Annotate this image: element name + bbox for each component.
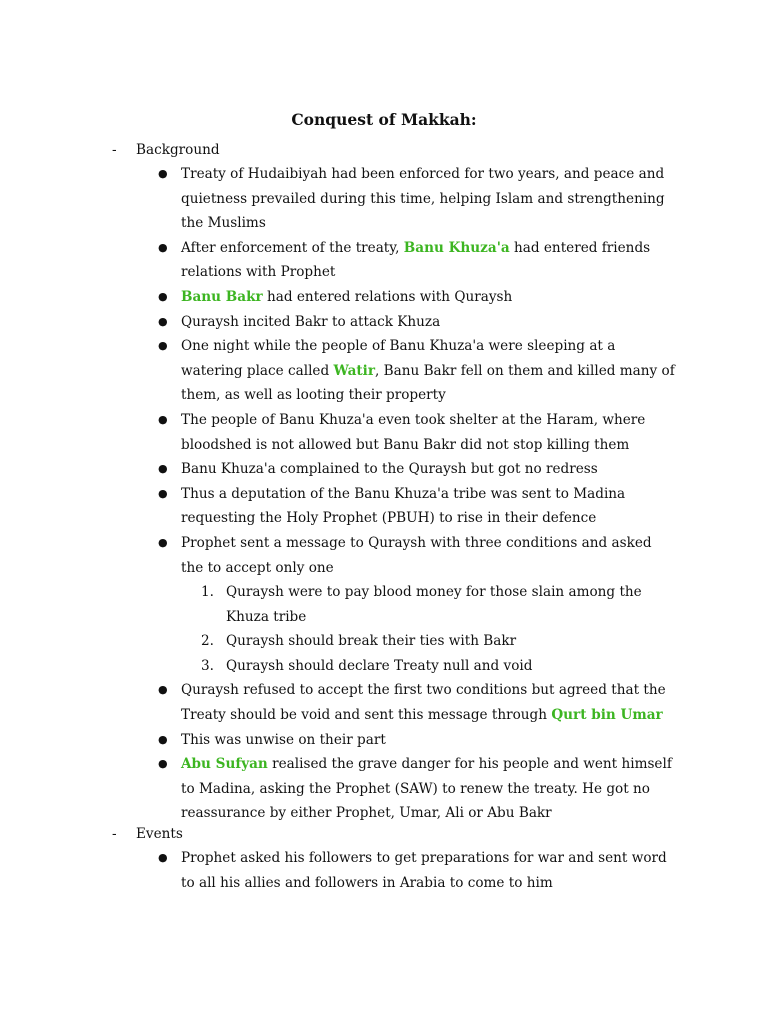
sub-item-text: Quraysh should break their ties with Bakr [226,633,517,650]
bullet-dot: ● [158,167,168,180]
text-run: One night while the people of Banu Khuza'a were sleeping at a watering place called [181,338,616,379]
list-item [0,752,768,826]
sub-item-number: 1. [201,584,214,601]
list-item-text [181,457,677,482]
list-item-text [181,678,677,727]
list-item [0,531,768,580]
background-bullet-list [0,162,768,826]
list-item [0,728,768,753]
list-item [0,236,768,285]
list-item-text [181,531,677,580]
bullet-dot: ● [158,314,168,328]
text-run: Quraysh incited Bakr to attack Khuza [181,313,441,330]
bullet-dot: ● [158,851,168,864]
bullet-dot: ● [158,289,168,303]
bullet-dot: ● [158,240,168,254]
highlighted-name: Banu Khuza'a [403,239,510,256]
bullet-dot: ● [158,757,168,771]
list-item [0,162,768,236]
list-item-text [181,236,677,285]
list-item-text [181,728,677,753]
list-item [0,846,768,895]
text-run: realised the grave danger for his people and went himself to Madina, asking the Prophet (SAW) to renew the treaty. He got no reassurance by either Prophet, Umar, Ali or Abu Bakr [181,756,672,822]
list-item [0,334,768,408]
bullet-dot: ● [158,412,168,426]
sub-item-number: 2. [201,633,214,650]
list-item-text [181,408,677,457]
section-heading-label: Background [136,142,220,158]
section-dash: - [112,142,117,158]
text-run: Banu Khuza'a complained to the Quraysh but got no redress [181,461,598,478]
list-item-text [181,310,677,335]
text-run: The people of Banu Khuza'a even took shelter at the Haram, where bloodshed is not allowed but Banu Bakr did not stop killing them [181,411,646,453]
text-run: , Banu Bakr fell on them and killed many of them, as well as looting their property [181,362,675,404]
list-item-text [181,752,677,826]
page-title: Conquest of Makkah: [291,110,477,129]
section-heading-background [112,139,220,161]
bullet-dot: ● [158,339,168,353]
list-item [0,457,768,482]
list-item-text [181,334,677,408]
text-run: Prophet asked his followers to get preparations for war and sent word to all his allies and followers in Arabia to come to him [181,850,667,891]
bullet-dot: ● [158,535,168,549]
text-run: Thus a deputation of the Banu Khuza'a tribe was sent to Madina requesting the Holy Prophet (PBUH) to rise in their defence [181,485,626,527]
bullet-dot: ● [158,462,168,476]
list-item [0,285,768,310]
sub-item-text: Quraysh were to pay blood money for those slain among the Khuza tribe [226,584,642,625]
sub-item-number: 3. [201,657,214,674]
numbered-sub-item [0,654,768,679]
section-heading-events [112,823,183,845]
numbered-sub-item [0,629,768,654]
highlighted-name: Watir [333,362,375,379]
highlighted-name: Qurt bin Umar [551,707,663,724]
list-item [0,678,768,727]
bullet-dot: ● [158,732,168,746]
sub-item-text: Quraysh should declare Treaty null and void [226,657,533,674]
events-bullet-list [0,846,768,895]
list-item-text [181,162,677,236]
text-run: Prophet sent a message to Quraysh with three conditions and asked the to accept only one [181,534,652,576]
text-run: had entered friends relations with Prophet [181,239,651,281]
text-run: Quraysh refused to accept the first two conditions but agreed that the Treaty should be void and sent this message through [181,682,666,724]
text-run: After enforcement of the treaty, [181,239,404,256]
text-run: This was unwise on their part [181,731,386,748]
list-item-text [181,285,677,310]
highlighted-name: Abu Sufyan [181,756,268,773]
section-heading-label: Events [136,826,183,842]
list-item [0,482,768,531]
bullet-dot: ● [158,486,168,500]
numbered-sub-item [0,580,768,629]
section-dash: - [112,826,117,842]
bullet-dot: ● [158,683,168,697]
list-item [0,310,768,335]
text-run: had entered relations with Quraysh [262,288,513,305]
text-run: Treaty of Hudaibiyah had been enforced for two years, and peace and quietness prevailed during this time, helping Islam and strengthening the Muslims [181,166,665,232]
list-item-text [181,482,677,531]
list-item [0,408,768,457]
highlighted-name: Banu Bakr [181,288,263,305]
list-item-text [181,846,677,895]
